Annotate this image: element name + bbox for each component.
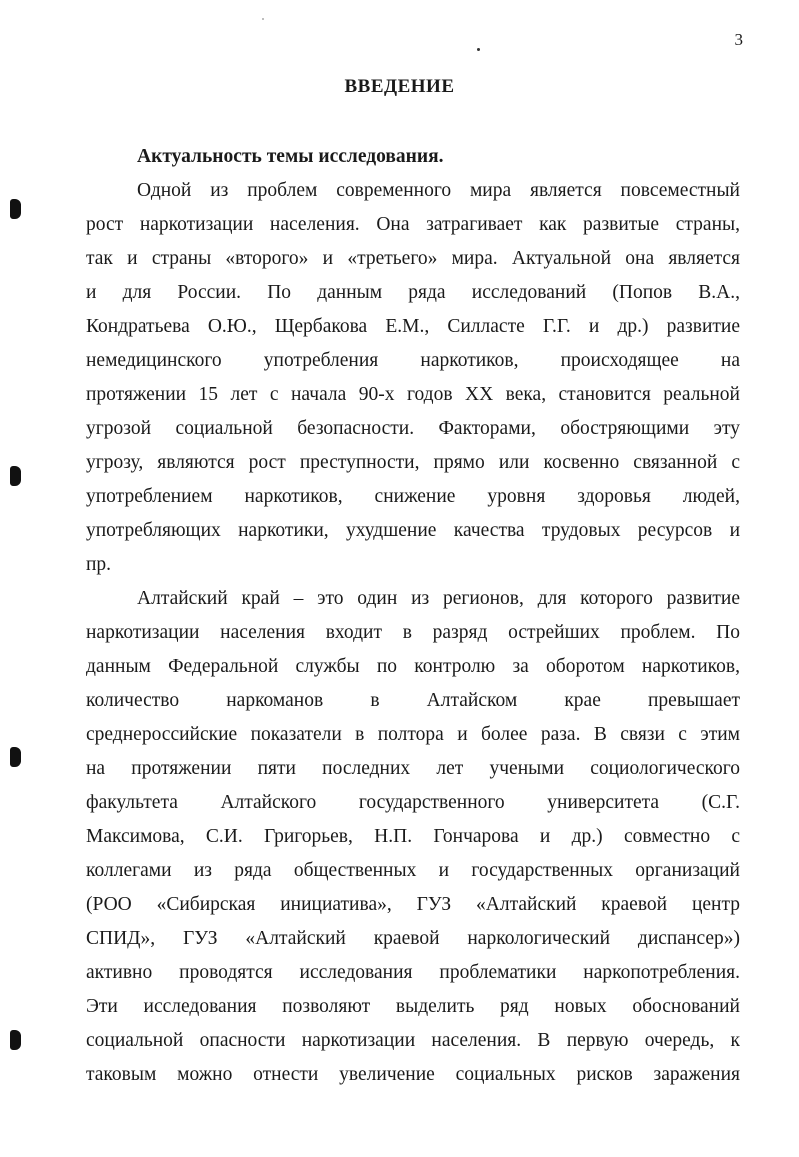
paragraph-line: так и страны «второго» и «третьего» мира. Актуальной она является xyxy=(86,248,740,269)
paragraph-line: рост наркотизации населения. Она затрагивает как развитые страны, xyxy=(86,214,740,235)
page-title: ВВЕДЕНИЕ xyxy=(344,76,455,97)
paragraph-line: Алтайский край – это один из регионов, для которого развитие xyxy=(137,588,740,609)
binder-hole-mark xyxy=(10,466,21,486)
paragraph-line: социальной опасности наркотизации населения. В первую очередь, к xyxy=(86,1030,740,1051)
section-heading: Актуальность темы исследования. xyxy=(137,146,444,167)
paragraph-line: Максимова, С.И. Григорьев, Н.П. Гончарова и др.) совместно с xyxy=(86,826,740,847)
paragraph-line: факультета Алтайского государственного университета (С.Г. xyxy=(86,792,740,813)
paragraph-line: коллегами из ряда общественных и государственных организаций xyxy=(86,860,740,881)
paragraph-line: Эти исследования позволяют выделить ряд новых обоснований xyxy=(86,996,740,1017)
paragraph-line: немедицинского употребления наркотиков, происходящее на xyxy=(86,350,740,371)
paragraph-line: СПИД», ГУЗ «Алтайский краевой наркологический диспансер») xyxy=(86,928,740,949)
paragraph-line: Кондратьева О.Ю., Щербакова Е.М., Силласте Г.Г. и др.) развитие xyxy=(86,316,740,337)
paragraph-line: таковым можно отнести увеличение социальных рисков заражения xyxy=(86,1064,740,1085)
page-number: 3 xyxy=(734,30,743,49)
paragraph-line: количество наркоманов в Алтайском крае превышает xyxy=(86,690,740,711)
scan-speck xyxy=(477,48,480,51)
paragraph-line: угрозой социальной безопасности. Факторами, обостряющими эту xyxy=(86,418,740,439)
paragraph-line: Одной из проблем современного мира является повсеместный xyxy=(137,180,740,201)
paragraph-line: на протяжении пяти последних лет учеными социологического xyxy=(86,758,740,779)
paragraph-line: (РОО «Сибирская инициатива», ГУЗ «Алтайский краевой центр xyxy=(86,894,740,915)
paragraph-line: пр. xyxy=(86,554,112,575)
paragraph-line: употреблением наркотиков, снижение уровня здоровья людей, xyxy=(86,486,740,507)
binder-hole-mark xyxy=(10,199,21,219)
paragraph-line: активно проводятся исследования проблематики наркопотребления. xyxy=(86,962,740,983)
paragraph-line: данным Федеральной службы по контролю за оборотом наркотиков, xyxy=(86,656,740,677)
paragraph-line: угрозу, являются рост преступности, прямо или косвенно связанной с xyxy=(86,452,740,473)
paragraph-line: протяжении 15 лет с начала 90-х годов XX века, становится реальной xyxy=(86,384,740,405)
paragraph-line: наркотизации населения входит в разряд острейших проблем. По xyxy=(86,622,740,643)
scan-speck xyxy=(262,18,264,20)
paragraph-line: и для России. По данным ряда исследований (Попов В.А., xyxy=(86,282,740,303)
paragraph-line: среднероссийские показатели в полтора и более раза. В связи с этим xyxy=(86,724,740,745)
binder-hole-mark xyxy=(10,747,21,767)
body-text xyxy=(86,140,740,1092)
paragraph-line: употребляющих наркотики, ухудшение качества трудовых ресурсов и xyxy=(86,520,740,541)
binder-hole-mark xyxy=(10,1030,21,1050)
